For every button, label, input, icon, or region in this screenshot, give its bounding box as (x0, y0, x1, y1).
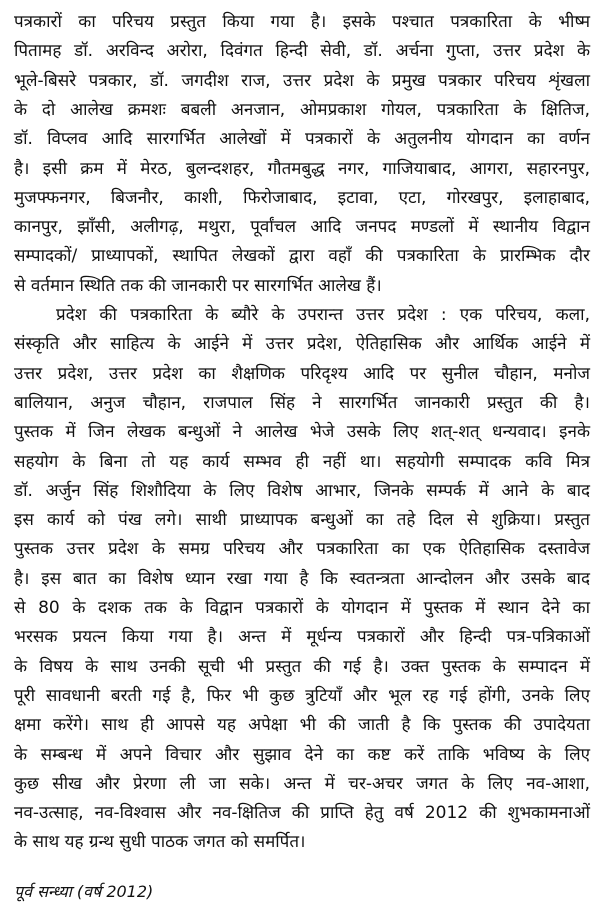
text-line: के साथ यह ग्रन्थ सुधी पाठक जगत को समर्पित। (14, 832, 306, 853)
text-line: के विषय के साथ उनकी सूची भी प्रस्तुत की गई है। उक्त पुस्तक के सम्पादन में (14, 656, 590, 677)
text-line: प्रदेश की पत्रकारिता के ब्यौरे के उपरान्त उत्तर प्रदेश : एक परिचय, कला, (56, 305, 590, 325)
text-line: डॉ. अर्जुन सिंह शिशौदिया के लिए विशेष आभार, जिनके सम्पर्क में आने के बाद (14, 480, 590, 501)
text-line: है। इस बात का विशेष ध्यान रखा गया है कि स्वतन्त्रता आन्दोलन और उसके बाद (14, 568, 590, 589)
text-line: संस्कृति और साहित्य के आईने में उत्तर प्रदेश, ऐतिहासिक और आर्थिक आईने में (14, 334, 590, 355)
text-line: के दो आलेख क्रमशः बबली अनजान, ओमप्रकाश गोयल, पत्रकारिता के क्षितिज, (14, 99, 590, 120)
text-line: मुजफ्फनगर, बिजनौर, काशी, फिरोजाबाद, इटावा, एटा, गोरखपुर, इलाहाबाद, (14, 187, 590, 208)
text-line: इस कार्य को पंख लगे। साथी प्राध्यापक बन्धुओं का तहे दिल से शुक्रिया। प्रस्तुत (14, 510, 590, 531)
text-line: सहयोग के बिना तो यह कार्य सम्भव ही नहीं था। सहयोगी सम्पादक कवि मित्र (14, 451, 590, 472)
text-line: के सम्बन्ध में अपने विचार और सुझाव देने का कष्ट करें ताकि भविष्य के लिए (14, 744, 590, 765)
text-line: कानपुर, झाँसी, अलीगढ़, मथुरा, पूर्वांचल आदि जनपद मण्डलों में स्थानीय विद्वान (14, 217, 590, 238)
signature-date: पूर्व सन्ध्या (वर्ष 2012) (14, 882, 154, 901)
text-line: सम्पादकों/ प्राध्यापकों, स्थापित लेखकों द्वारा वहाँ की पत्रकारिता के प्रारम्भिक दौर (14, 246, 590, 267)
text-line: नव-उत्साह, नव-विश्वास और नव-क्षितिज की प्राप्ति हेतु वर्ष 2012 की शुभकामनाओं (14, 803, 590, 824)
text-line: से वर्तमान स्थिति तक की जानकारी पर सारगर्भित आलेख हैं। (14, 275, 382, 296)
text-line: है। इसी क्रम में मेरठ, बुलन्दशहर, गौतमबुद्ध नगर, गाजियाबाद, आगरा, सहारनपुर, (14, 158, 590, 179)
text-line: क्षमा करेंगे। साथ ही आपसे यह अपेक्षा भी की जाती है कि पुस्तक की उपादेयता (14, 715, 590, 736)
text-line: पत्रकारों का परिचय प्रस्तुत किया गया है। इसके पश्चात पत्रकारिता के भीष्म (14, 12, 590, 32)
text-line: बालियान, अनुज चौहान, राजपाल सिंह ने सारगर्भित जानकारी प्रस्तुत की है। (14, 392, 590, 413)
text-line: से 80 के दशक तक के विद्वान पत्रकारों के योगदान में पुस्तक में स्थान देने का (14, 598, 590, 618)
text-line: कुछ सीख और प्रेरणा ली जा सके। अन्त में चर-अचर जगत के लिए नव-आशा, (14, 773, 590, 794)
text-line: भूले-बिसरे पत्रकार, डॉ. जगदीश राज, उत्तर प्रदेश के प्रमुख पत्रकार परिचय शृंखला (14, 70, 590, 91)
text-line: पुस्तक उत्तर प्रदेश के समग्र परिचय और पत्रकारिता का एक ऐतिहासिक दस्तावेज (14, 539, 590, 560)
text-line: पूरी सावधानी बरती गई है, फिर भी कुछ त्रुटियाँ और भूल रह गई होंगी, उनके लिए (14, 685, 590, 706)
text-line: भरसक प्रयत्न किया गया है। अन्त में मूर्धन्य पत्रकारों और हिन्दी पत्र-पत्रिकाओं (14, 627, 590, 648)
text-line: डॉ. विप्लव आदि सारगर्भित आलेखों में पत्रकारों के अतुलनीय योगदान का वर्णन (14, 129, 590, 150)
text-line: उत्तर प्रदेश, उत्तर प्रदेश का शैक्षणिक परिदृश्य आदि पर सुनील चौहान, मनोज (14, 363, 590, 384)
text-line: पुस्तक में जिन लेखक बन्धुओं ने आलेख भेजे उसके लिए शत्-शत् धन्यवाद। इनके (14, 422, 590, 443)
text-line: पितामह डॉ. अरविन्द अरोरा, दिवंगत हिन्दी सेवी, डॉ. अर्चना गुप्ता, उत्तर प्रदेश के (14, 41, 590, 62)
